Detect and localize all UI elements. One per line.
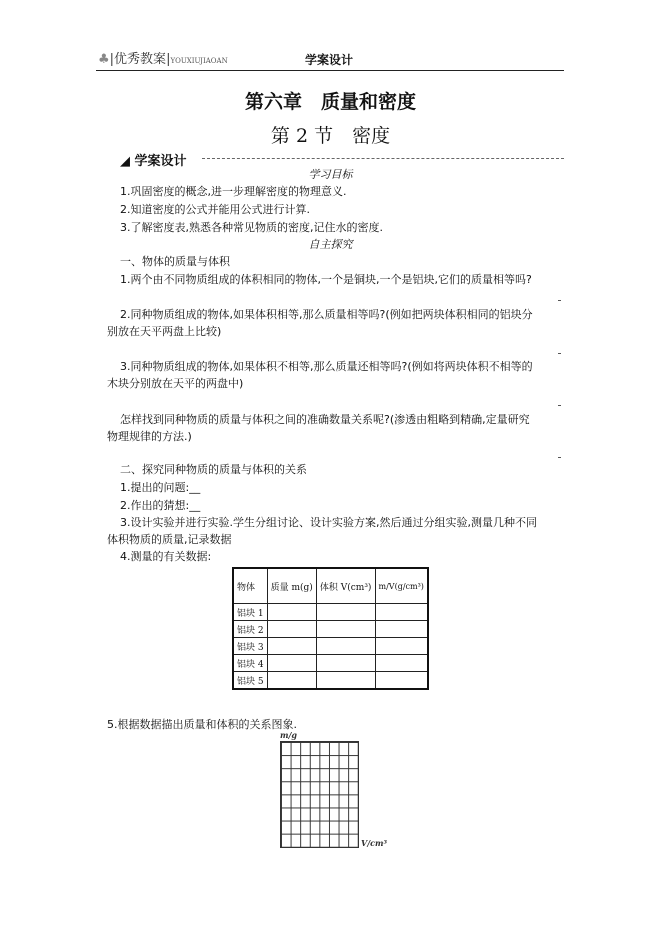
- table-row: [233, 672, 428, 690]
- table-cell[interactable]: [267, 604, 316, 621]
- table-header-row: [233, 568, 428, 604]
- question-3-cont: 木块分别放在天平的两盘中): [107, 377, 244, 390]
- table-cell[interactable]: [267, 672, 316, 690]
- table-cell[interactable]: [267, 621, 316, 638]
- goal-item: 3.了解密度表,熟悉各种常见物质的密度,记住水的密度.: [120, 221, 383, 234]
- header-rule: [96, 70, 564, 71]
- goals-heading: 学习目标: [308, 168, 353, 181]
- part1-title: 一、物体的质量与体积: [120, 255, 230, 268]
- table-row: [233, 638, 428, 655]
- tree-icon: ♣: [98, 52, 110, 67]
- table-cell[interactable]: [375, 638, 428, 655]
- table-cell[interactable]: [267, 655, 316, 672]
- logo-cn: 优秀教案: [114, 52, 167, 67]
- step-5: 5.根据数据描出质量和体积的关系图象.: [107, 718, 297, 731]
- table-cell[interactable]: [375, 621, 428, 638]
- logo-en: YOUXIUJIAOAN: [170, 57, 228, 65]
- answer-mark: [558, 457, 561, 458]
- chapter-title: 第六章 质量和密度: [244, 91, 416, 113]
- table-cell[interactable]: [375, 655, 428, 672]
- section-title: 第 2 节 密度: [270, 125, 391, 147]
- dotted-line: [202, 158, 564, 159]
- answer-mark: [558, 405, 561, 406]
- goal-item: 1.巩固密度的概念,进一步理解密度的物理意义.: [120, 185, 347, 198]
- step-3: 3.设计实验并进行实验.学生分组讨论、设计实验方案,然后通过分组实验,测量几种不同: [120, 516, 537, 529]
- graph-y-label: m/g: [280, 730, 297, 740]
- explore-heading: 自主探究: [308, 238, 353, 251]
- table-cell: 铝块 5: [233, 672, 267, 690]
- question-4: 怎样找到同种物质的质量与体积之间的准确数量关系呢?(渗透由粗略到精确,定量研究: [120, 413, 530, 426]
- question-4-cont: 物理规律的方法.): [107, 430, 192, 443]
- table-cell[interactable]: [316, 672, 375, 690]
- question-3: 3.同种物质组成的物体,如果体积不相等,那么质量还相等吗?(例如将两块体积不相等的: [120, 360, 533, 373]
- answer-mark: [558, 353, 561, 354]
- step-3-cont: 体积物质的质量,记录数据: [107, 533, 232, 546]
- table-cell[interactable]: [375, 672, 428, 690]
- step-4: 4.测量的有关数据:: [120, 550, 212, 563]
- step-1: 1.提出的问题:__: [120, 481, 201, 494]
- table-cell[interactable]: [267, 638, 316, 655]
- table-cell: 铝块 2: [233, 621, 267, 638]
- table-cell: 铝块 1: [233, 604, 267, 621]
- table-cell[interactable]: [316, 621, 375, 638]
- question-1: 1.两个由不同物质组成的体积相同的物体,一个是铜块,一个是铝块,它们的质量相等吗?: [120, 273, 532, 286]
- question-2: 2.同种物质组成的物体,如果体积相等,那么质量相等吗?(例如把两块体积相同的铝块分: [120, 308, 533, 321]
- section-bar: ◢ 学案设计: [120, 150, 564, 166]
- table-cell[interactable]: [375, 604, 428, 621]
- graph-grid: [280, 741, 359, 848]
- part2-title: 二、探究同种物质的质量与体积的关系: [120, 463, 307, 476]
- table-header: 体积 V(cm³): [316, 568, 375, 604]
- table-cell[interactable]: [316, 604, 375, 621]
- step-2: 2.作出的猜想:__: [120, 499, 201, 512]
- table-row: [233, 655, 428, 672]
- table-row: [233, 604, 428, 621]
- table-cell: 铝块 3: [233, 638, 267, 655]
- table-cell: 铝块 4: [233, 655, 267, 672]
- answer-mark: [558, 300, 561, 301]
- goal-item: 2.知道密度的公式并能用公式进行计算.: [120, 203, 310, 216]
- data-table: [232, 567, 429, 690]
- table-cell[interactable]: [316, 655, 375, 672]
- logo: ♣|优秀教案|YOUXIUJIAOAN: [98, 52, 228, 67]
- table-cell[interactable]: [316, 638, 375, 655]
- question-2-cont: 别放在天平两盘上比较): [107, 325, 222, 338]
- table-header: 质量 m(g): [267, 568, 316, 604]
- table-row: [233, 621, 428, 638]
- table-header: m/V(g/cm³): [375, 568, 428, 604]
- section-bar-label: 学案设计: [134, 154, 187, 169]
- table-header: 物体: [233, 568, 267, 604]
- graph-x-label: V/cm³: [361, 838, 387, 848]
- header-center: 学案设计: [305, 53, 354, 67]
